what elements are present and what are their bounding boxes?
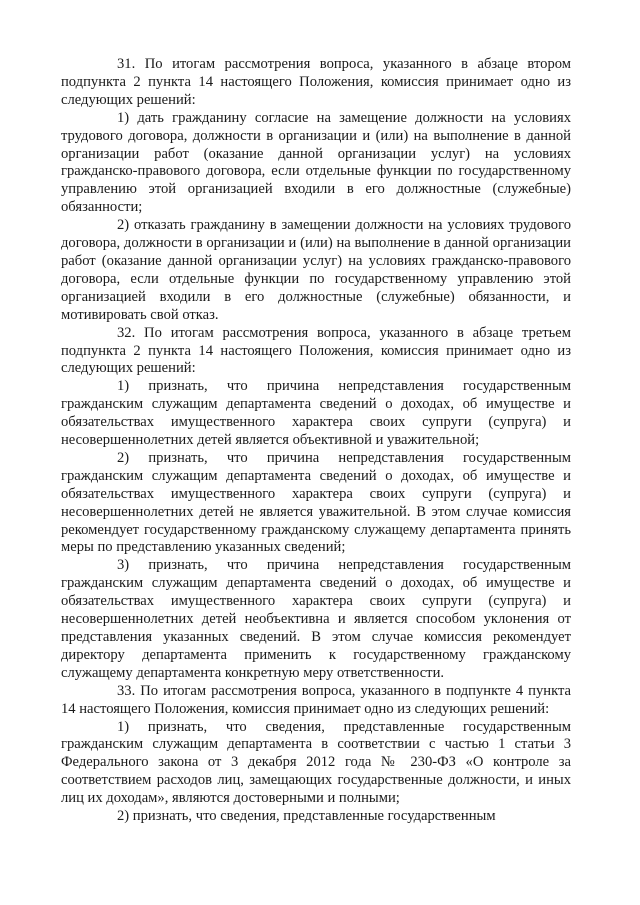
paragraph-32: 32. По итогам рассмотрения вопроса, указанного в абзаце третьем подпункта 2 пункта 14 настоящего Положения, комиссия принимает одно из следующих решений: (61, 324, 571, 377)
paragraph-33-item-2: 2) признать, что сведения, представленные государственным (117, 808, 496, 825)
paragraph-33-item-1: 1) признать, что сведения, представленные государственным гражданским служащим департамента в соответствии с частью 1 статьи 3 Федерального закона от 3 декабря 2012 года № 230-ФЗ «О контроле за соответствием расходов лиц, замещающих государственные должности, и иных лиц их доходам», являются достоверными и полными; (61, 718, 571, 807)
document-page (61, 56, 571, 826)
paragraph-31-item-1: 1) дать гражданину согласие на замещение должности на условиях трудового договора, должности в организации и (или) на выполнение в данной организации работ (оказание данной организации услуг) на условиях гражданско-правового договора, если отдельные функции по государственному управлению этой организацией входили в его должностные (служебные) обязанности; (61, 109, 571, 216)
paragraph-33: 33. По итогам рассмотрения вопроса, указанного в подпункте 4 пункта 14 настоящего Положения, комиссия принимает одно из следующих решений: (61, 682, 571, 717)
paragraph-32-item-3: 3) признать, что причина непредставления государственным гражданским служащим департамента сведений о доходах, об имуществе и обязательствах имущественного характера своих супруги (супруга) и несовершеннолетних детей необъективна и является способом уклонения от представления указанных сведений. В этом случае комиссия рекомендует директору департамента применить к государственному гражданскому служащему департамента конкретную меру ответственности. (61, 557, 571, 681)
paragraph-31-item-2: 2) отказать гражданину в замещении должности на условиях трудового договора, должности в организации и (или) на выполнение в данной организации работ (оказание данной организации услуг) на условиях гражданско-правового договора, если отдельные функции по государственному управлению этой организацией входили в его должностные (служебные) обязанности, и мотивировать свой отказ. (61, 217, 571, 323)
paragraph-31: 31. По итогам рассмотрения вопроса, указанного в абзаце втором подпункта 2 пункта 14 настоящего Положения, комиссия принимает одно из следующих решений: (61, 56, 571, 108)
paragraph-32-item-1: 1) признать, что причина непредставления государственным гражданским служащим департамента сведений о доходах, об имуществе и обязательствах имущественного характера своих супруги (супруга) и несовершеннолетних детей является объективной и уважительной; (61, 378, 571, 449)
paragraph-32-item-2: 2) признать, что причина непредставления государственным гражданским служащим департамента сведений о доходах, об имуществе и обязательствах имущественного характера своих супруги (супруга) и несовершеннолетних детей не является уважительной. В этом случае комиссия рекомендует государственному гражданскому служащему департамента принять меры по представлению указанных сведений; (61, 449, 571, 556)
